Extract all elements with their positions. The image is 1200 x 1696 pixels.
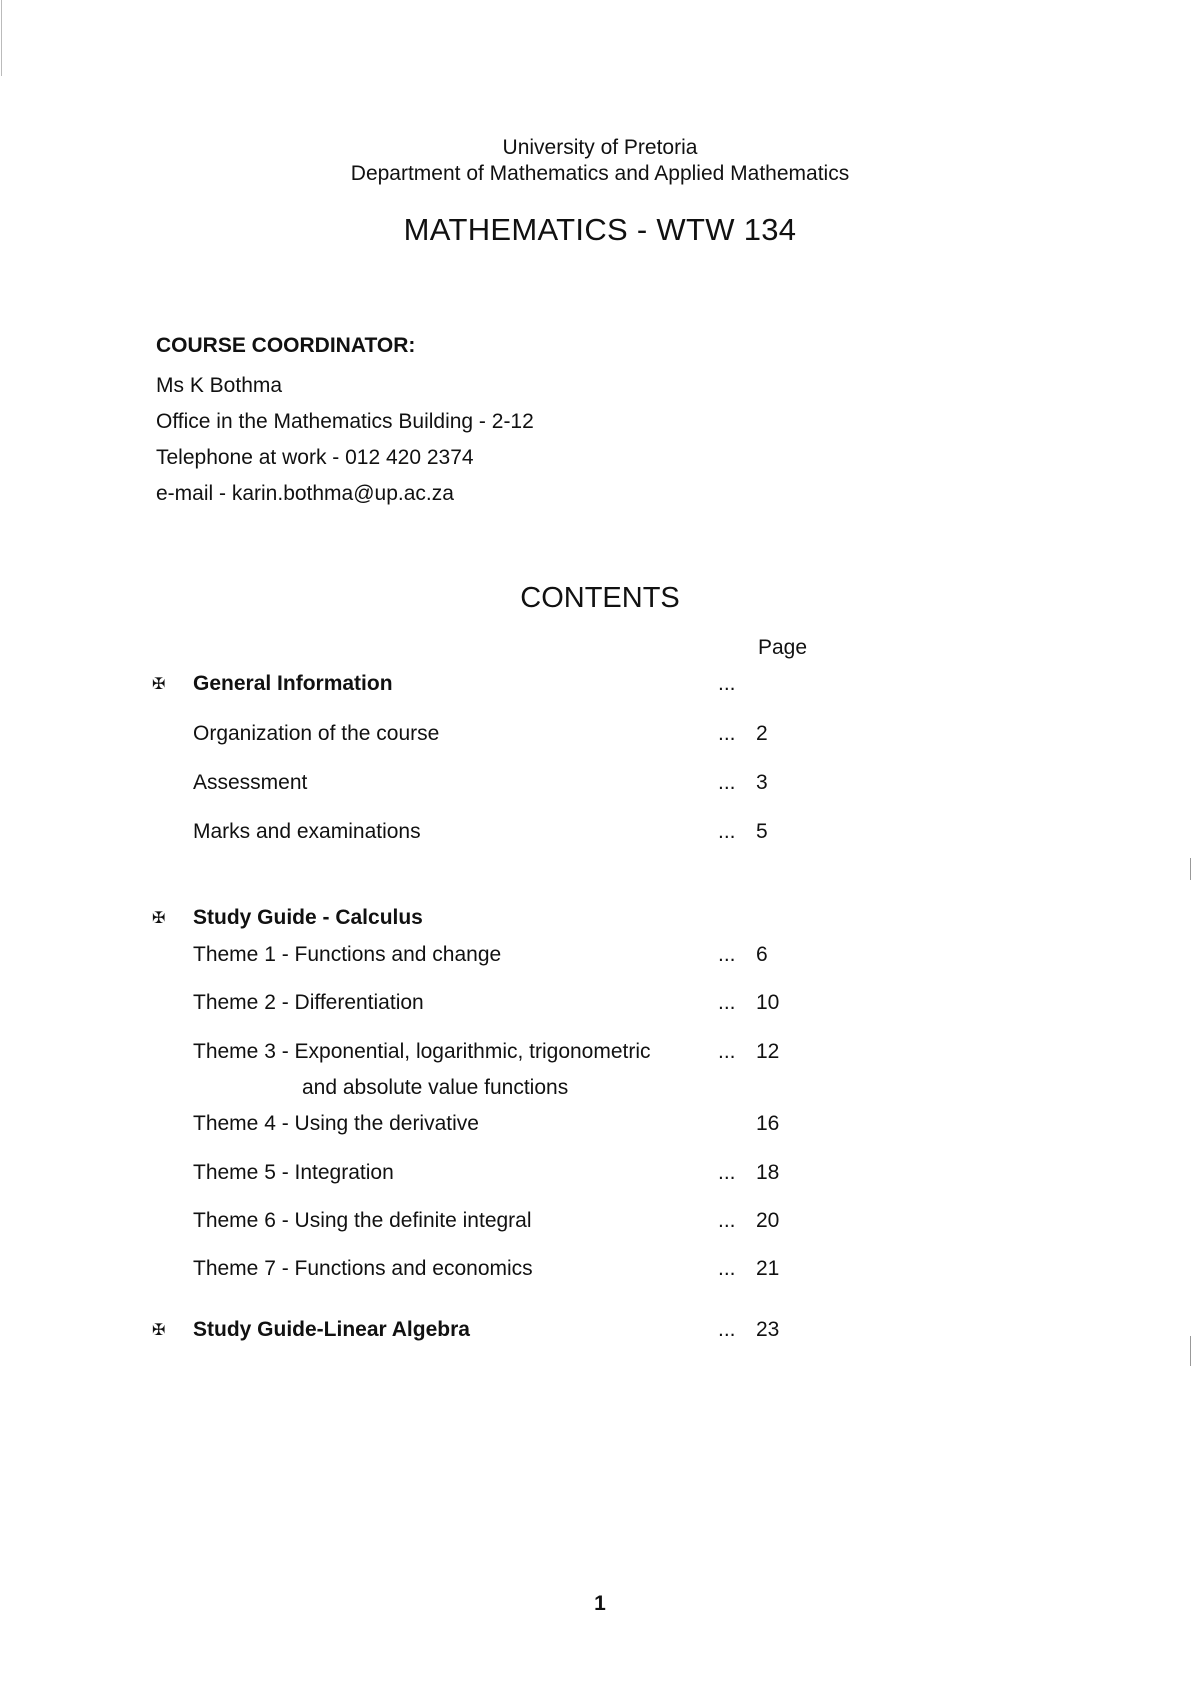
toc-page-number: 6	[756, 943, 768, 966]
toc-item-label: Theme 5 - Integration	[193, 1161, 394, 1184]
coordinator-name: Ms K Bothma	[156, 374, 283, 397]
toc-section-title: Study Guide - Calculus	[193, 906, 423, 929]
toc-item-label: Theme 7 - Functions and economics	[193, 1257, 533, 1280]
toc-page-number: 18	[756, 1161, 780, 1184]
section-bullet-icon: ✠	[152, 1322, 166, 1339]
toc-section-title: General Information	[193, 672, 393, 695]
coordinator-telephone: Telephone at work - 012 420 2374	[156, 446, 474, 469]
page-column-label: Page	[758, 636, 808, 659]
toc-page-number: 20	[756, 1209, 780, 1232]
toc-page-number: 3	[756, 771, 768, 794]
toc-page-number: 12	[756, 1040, 780, 1063]
toc-leader-dots: ...	[718, 820, 736, 843]
toc-item-label: Theme 4 - Using the derivative	[193, 1112, 479, 1135]
coordinator-heading: COURSE COORDINATOR:	[156, 334, 416, 357]
contents-title: CONTENTS	[520, 582, 680, 614]
section-bullet-icon: ✠	[152, 910, 166, 927]
scan-artifact	[1, 0, 2, 76]
university-name: University of Pretoria	[502, 136, 698, 159]
toc-leader-dots: ...	[718, 943, 736, 966]
scan-artifact	[1190, 858, 1191, 880]
toc-leader-dots: ...	[718, 1318, 736, 1341]
toc-page-number: 10	[756, 991, 780, 1014]
toc-item-label: Theme 2 - Differentiation	[193, 991, 424, 1014]
toc-item-label: Theme 6 - Using the definite integral	[193, 1209, 532, 1232]
toc-leader-dots: ...	[718, 771, 736, 794]
section-bullet-icon: ✠	[152, 676, 166, 693]
toc-page-number: 5	[756, 820, 768, 843]
toc-leader-dots: ...	[718, 1257, 736, 1280]
toc-item-label: Organization of the course	[193, 722, 440, 745]
toc-leader-dots: ...	[718, 722, 736, 745]
toc-leader-dots: ...	[718, 1161, 736, 1184]
toc-leader-dots: ...	[718, 991, 736, 1014]
scan-artifact	[1190, 1336, 1191, 1366]
page-number: 1	[594, 1592, 606, 1615]
coordinator-email: e-mail - karin.bothma@up.ac.za	[156, 482, 454, 505]
course-title: MATHEMATICS - WTW 134	[403, 212, 797, 247]
department-name: Department of Mathematics and Applied Mathematics	[350, 162, 850, 185]
toc-page-number: 21	[756, 1257, 780, 1280]
toc-page-number: 2	[756, 722, 768, 745]
toc-item-continuation: and absolute value functions	[302, 1076, 569, 1099]
toc-item-label: Assessment	[193, 771, 308, 794]
toc-item-label: Marks and examinations	[193, 820, 421, 843]
toc-item-label: Theme 1 - Functions and change	[193, 943, 502, 966]
toc-leader-dots: ...	[718, 1040, 736, 1063]
toc-leader-dots: ...	[718, 672, 736, 695]
toc-item-label: Theme 3 - Exponential, logarithmic, trigonometric	[193, 1040, 651, 1063]
toc-page-number: 23	[756, 1318, 780, 1341]
toc-leader-dots: ...	[718, 1209, 736, 1232]
coordinator-office: Office in the Mathematics Building - 2-12	[156, 410, 534, 433]
toc-page-number: 16	[756, 1112, 780, 1135]
toc-section-title: Study Guide-Linear Algebra	[193, 1318, 470, 1341]
